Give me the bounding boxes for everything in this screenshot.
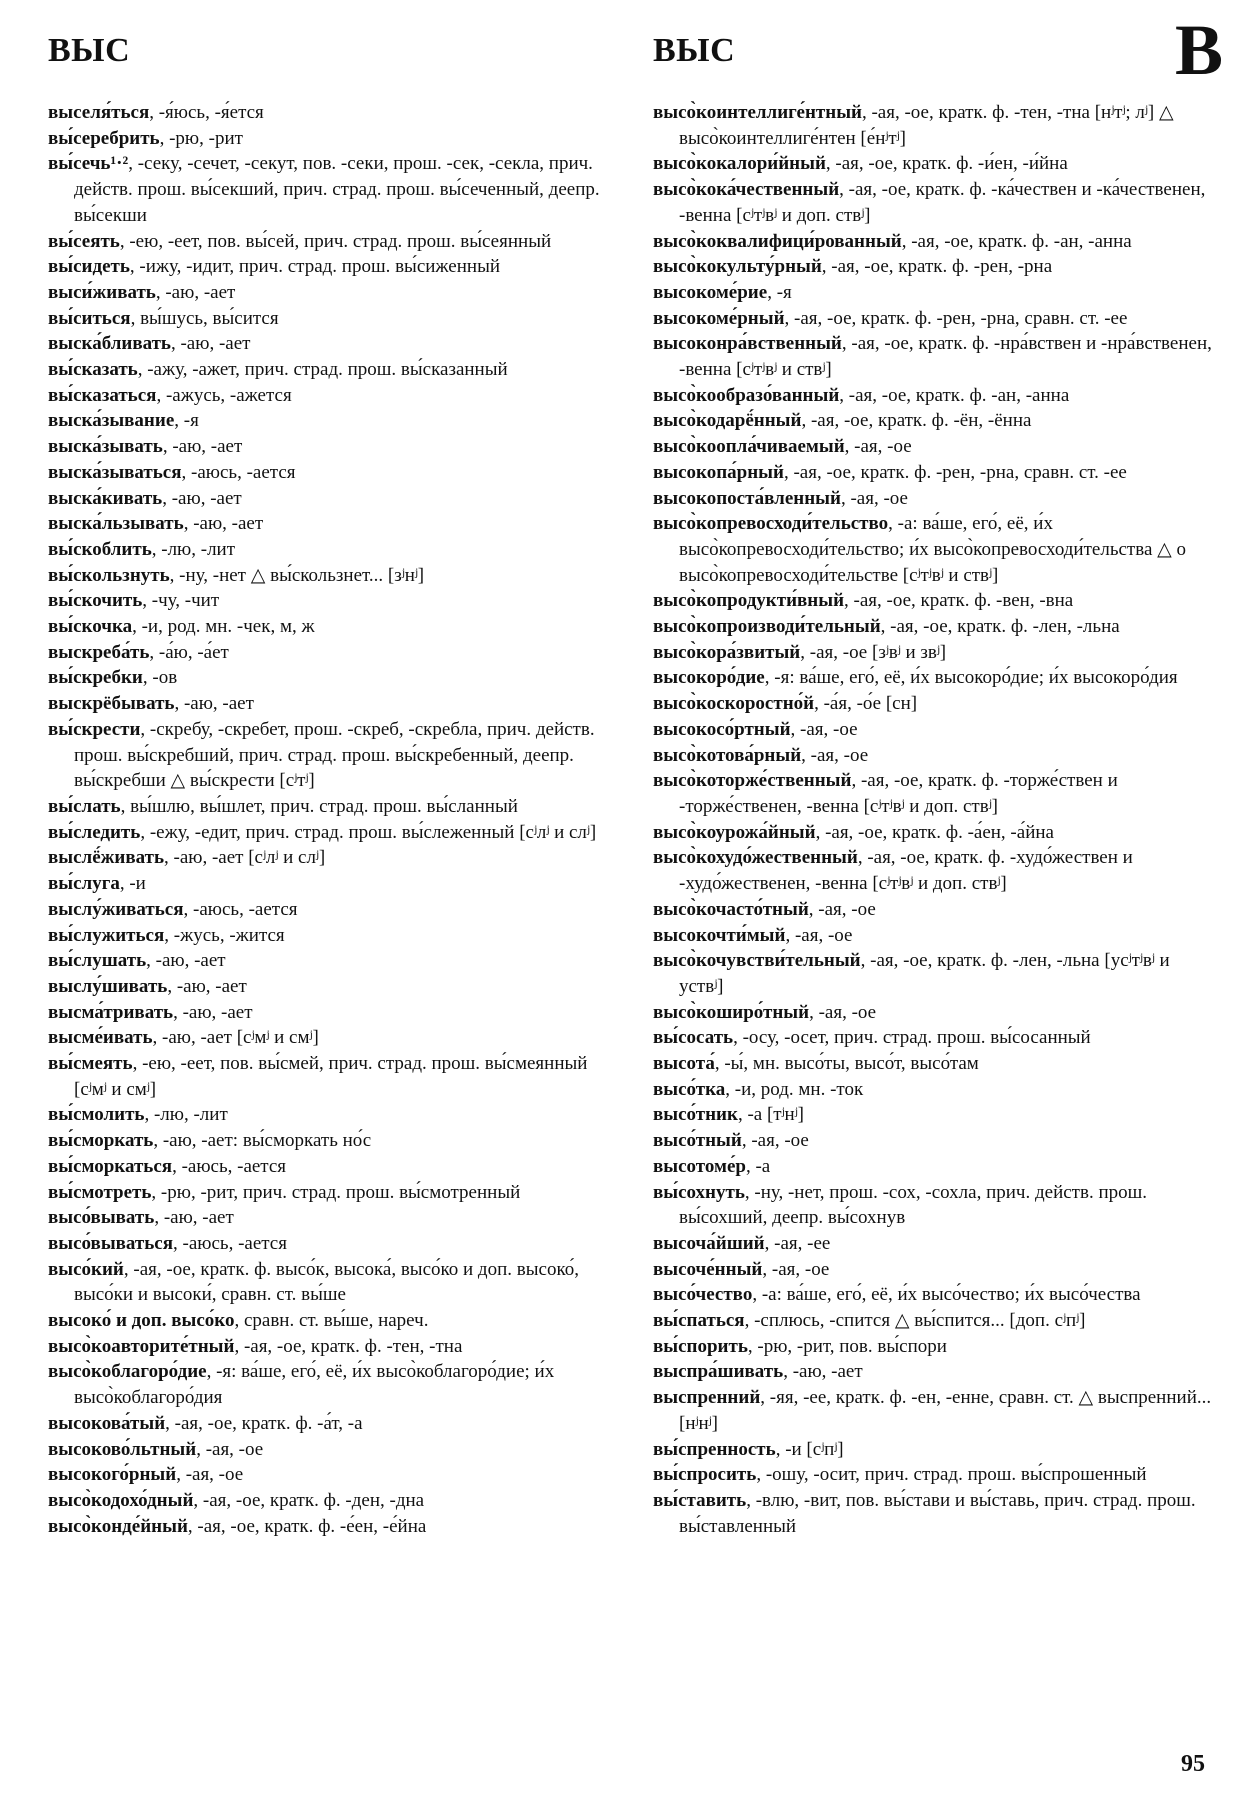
entry-body: , -влю, -вит, пов. вы́стави и вы́ставь, прич. страд. прош. вы́ставленный [679,1489,1196,1537]
entry-body: , -ая, -ое [762,1258,830,1280]
entry-headword: высотоме́р [653,1155,746,1177]
entry-body: , -аюсь, -ается [173,1232,287,1254]
entry-headword: высо́тник [653,1104,738,1126]
dictionary-entry [48,1180,608,1206]
dictionary-entry [653,306,1215,332]
entry-body: , -ая, -ое, кратк. ф. -ден, -дна [193,1489,425,1511]
entry-headword: вы́спросить [653,1464,757,1486]
entry-headword: вы́смолить [48,1104,145,1126]
dictionary-column-right [653,100,1215,1539]
entry-body: , -ая, -ое, кратк. ф. -рен, -рна, сравн. ст. -ее [784,307,1128,329]
entry-headword: выспра́шивать [653,1361,784,1383]
dictionary-entry [653,1462,1215,1488]
entry-headword: вы́спаться [653,1310,745,1332]
dictionary-entry [653,511,1215,588]
entry-headword: вы́скоблить [48,538,152,560]
entry-body: , -ая, -ое, кратк. ф. -нра́вствен и -нра́вственен, -венна [сʲтʲвʲ и ствʲ] [679,333,1212,381]
dictionary-entry [653,1051,1215,1077]
entry-body: , -и [119,873,146,895]
entry-headword: выслу́живаться [48,898,184,920]
entry-body: , -аю, -ает [173,1001,253,1023]
dictionary-entry [48,794,608,820]
entry-body: , -сплюсь, -спится △ вы́спится... [доп. сʲпʲ] [744,1310,1086,1332]
dictionary-entry [48,691,608,717]
entry-headword: выси́живать [48,281,156,303]
entry-body: , -аю, -ает [146,950,226,972]
dictionary-entry [48,1154,608,1180]
entry-body: , -аю, -ает [162,436,243,458]
entry-body: , -ая, -ое, кратк. ф. -лен, -льна [усʲтʲвʲ и уствʲ] [679,950,1170,997]
dictionary-entry [48,1411,608,1437]
dictionary-entry [48,588,608,614]
dictionary-entry [48,306,608,332]
entry-headword: высо̀кообразо́ванный [653,384,840,406]
entry-body: , -ая, -ое, кратк. ф. -рен, -рна [821,256,1053,278]
entry-body: , -ая, -ое [зʲвʲ и звʲ] [800,641,947,663]
entry-headword: выска́зывание [48,410,175,432]
section-letter: В [1174,10,1223,90]
entry-headword: высо́тный [653,1130,742,1152]
dictionary-entry [653,614,1215,640]
entry-headword: высо̀кокульту́рный [653,256,822,278]
entry-body: , -ая, -ое [790,718,858,740]
entry-headword: выска́зывать [48,436,163,458]
entry-headword: выскрёбывать [48,693,175,715]
entry-body: , -ая, -ое, кратк. ф. -ан, -анна [901,230,1132,252]
entry-headword: высо̀кочасто́тный [653,898,809,920]
dictionary-entry [48,126,608,152]
dictionary-entry [48,820,608,846]
entry-headword: высо̀кохудо́жественный [653,847,858,869]
entry-headword: высо̀коурожа́йный [653,821,816,843]
dictionary-entry [48,434,608,460]
entry-headword: выска́льзывать [48,513,184,535]
entry-headword: высо̀коширо́тный [653,1001,810,1023]
dictionary-column-left [48,100,608,1539]
dictionary-entry [653,717,1215,743]
entry-body: , -и, род. мн. -чек, м, ж [132,616,315,638]
entry-headword: высокосо́ртный [653,718,791,740]
dictionary-entry [48,408,608,434]
entry-headword: высме́ивать [48,1027,153,1049]
entry-body: , -ая, -ое [785,924,853,946]
dictionary-entry [653,460,1215,486]
dictionary-entry [653,588,1215,614]
dictionary-entry [48,229,608,255]
entry-body: , -ая, -ое [840,487,908,509]
dictionary-entry [48,1334,608,1360]
entry-headword: высоко́ и доп. высо́ко [48,1310,235,1332]
dictionary-entry [653,383,1215,409]
dictionary-entry [653,820,1215,846]
dictionary-entry [48,948,608,974]
entry-headword: вы́ставить [653,1489,747,1511]
entry-headword: вы́скочить [48,590,143,612]
entry-body: , -я́юсь, -я́ется [149,102,264,123]
entry-body: , -секу, -сечет, -секут, пов. -секи, прош. -сек, -секла, прич. действ. прош. вы́секший, прич. страд. прош. вы́сеченный, деепр. вы́секши [74,153,600,226]
entry-headword: выска́бливать [48,333,171,355]
dictionary-entry [653,1257,1215,1283]
entry-headword: вы́скребки [48,667,143,689]
entry-body: , -рю, -рит [159,127,243,149]
entry-headword: выслу́шивать [48,975,168,997]
entry-body: , -а: ва́ше, его́, её, и́х высо́чество; и́х высо́чества [752,1284,1141,1306]
entry-headword: высо̀кора́звитый [653,641,801,663]
entry-headword: высо̀которже́ственный [653,770,852,792]
dictionary-entry [653,1359,1215,1385]
entry-body: , -ая, -ое, кратк. ф. -лен, -льна [880,616,1120,638]
entry-headword: выска́зываться [48,461,182,483]
dictionary-entry [48,1205,608,1231]
entry-headword: высо́вывать [48,1207,155,1229]
dictionary-entry [48,563,608,589]
entry-body: , -ая, -ое [741,1130,809,1152]
dictionary-entry [48,1359,608,1410]
running-header-left: ВЫС [48,32,131,69]
entry-body: , -ая, -ое [809,1001,877,1023]
entry-headword: вы́смотреть [48,1181,152,1203]
dictionary-entry [653,1102,1215,1128]
dictionary-entry [653,640,1215,666]
entry-headword: вы́сказаться [48,384,157,406]
dictionary-entry [48,1051,608,1102]
entry-body: , -ая, -ое, кратк. ф. -а́т, -а [165,1412,363,1434]
entry-body: , -я [174,410,199,432]
dictionary-entry [48,1437,608,1463]
entry-headword: высоконра́вственный [653,333,842,355]
entry-headword: вы́спренность [653,1438,776,1460]
entry-headword: высота́ [653,1053,715,1075]
dictionary-entry [48,1231,608,1257]
dictionary-entry [653,768,1215,819]
entry-body: , -ежу, -едит, прич. страд. прош. вы́слеженный [сʲлʲ и слʲ] [140,821,597,843]
dictionary-entry [653,845,1215,896]
dictionary-entry [653,100,1215,151]
entry-headword: высокоме́рие [653,281,768,303]
entry-body: , -и, род. мн. -ток [725,1078,864,1100]
dictionary-entry [48,1308,608,1334]
dictionary-entry [48,280,608,306]
entry-headword: выска́кивать [48,487,163,509]
entry-body: , -жусь, -жится [164,924,285,946]
entry-body: , -чу, -чит [142,590,220,612]
dictionary-entry [653,1000,1215,1026]
dictionary-entry [48,383,608,409]
entry-body: , вы́шусь, вы́сится [130,307,279,329]
entry-body: , -аюсь, -ается [172,1155,287,1177]
entry-body: , -ая, -ое [844,436,912,458]
entry-headword: вы́сосать [653,1027,734,1049]
dictionary-entry [653,1308,1215,1334]
dictionary-entry [653,229,1215,255]
dictionary-entry [48,1514,608,1540]
entry-body: , -ая, -ое, кратк. ф. -ка́чествен и -ка́чественен, -венна [сʲтʲвʲ и доп. ствʲ] [679,179,1206,226]
dictionary-entry [653,280,1215,306]
dictionary-entry [653,408,1215,434]
entry-body: , -рю, -рит, прич. страд. прош. вы́смотренный [151,1181,521,1203]
entry-headword: вы́серебрить [48,127,160,149]
entry-headword: высоча́йший [653,1232,765,1254]
dictionary-entry [48,1025,608,1051]
entry-body: , -ая, -ое, кратк. ф. -худо́жествен и -худо́жественен, -венна [сʲтʲвʲ и доп. ствʲ] [679,847,1133,895]
entry-body: , -ну, -нет △ вы́скользнет... [зʲнʲ] [169,564,425,586]
entry-headword: высо̀коопла́чиваемый [653,436,845,458]
dictionary-entry [48,1257,608,1308]
dictionary-entry [48,331,608,357]
entry-headword: высо̀кока́чественный [653,179,840,201]
dictionary-entry [48,845,608,871]
dictionary-entry [48,897,608,923]
entry-headword: вы́сечь¹·² [48,153,129,175]
entry-body: , -ая, -ое [176,1464,244,1486]
entry-body: , -а́я, -о́е [сн] [814,693,918,715]
dictionary-entry [48,923,608,949]
entry-headword: высо̀копроизводи́тельный [653,616,881,638]
running-header-right: ВЫС [653,32,736,69]
entry-body: , -ая, -ое, кратк. ф. высо́к, высока́, высо́ко и доп. высоко́, высо́ки и высоки́, сравн. ст. вы́ше [74,1258,579,1306]
dictionary-entry [653,1077,1215,1103]
entry-headword: вы́следить [48,821,141,843]
entry-body: , -а: ва́ше, его́, её, и́х высо̀копревосходи́тельство; и́х высо̀копревосходи́тельства △ о высо̀копревосходи́тельстве [сʲтʲвʲ и ствʲ] [679,513,1186,586]
dictionary-entry [48,871,608,897]
entry-body: , -лю, -лит [144,1104,228,1126]
entry-body: , -ая, -ое, кратк. ф. -ан, -анна [839,384,1070,406]
entry-headword: высо̀коавторите́тный [48,1335,235,1357]
dictionary-entry [653,151,1215,177]
entry-headword: вы́скрести [48,718,141,740]
entry-body: , -я [767,281,792,303]
entry-body: , -аю, -ает [155,281,236,303]
entry-headword: высоково́льтный [48,1438,197,1460]
dictionary-entry [48,1102,608,1128]
entry-headword: высокого́рный [48,1464,177,1486]
entry-body: , -аю, -ает [167,975,247,997]
dictionary-entry [653,923,1215,949]
entry-headword: вы́скользнуть [48,564,170,586]
dictionary-entry [48,1128,608,1154]
entry-headword: высо́вываться [48,1232,174,1254]
dictionary-entry [48,151,608,228]
dictionary-entry [653,434,1215,460]
entry-body: , -ая, -ое, кратк. ф. -тен, -тна [нʲтʲ; лʲ] △ высо̀коинтеллиге́нтен [е́нʲтʲ] [679,102,1174,149]
dictionary-entry [48,254,608,280]
entry-body: , -аюсь, -ается [181,461,296,483]
dictionary-entry [653,486,1215,512]
entry-headword: высокопоста́вленный [653,487,841,509]
dictionary-entry [653,743,1215,769]
entry-headword: вы́ситься [48,307,131,329]
dictionary-entry [48,717,608,794]
entry-headword: высо̀коинтеллиге́нтный [653,102,862,123]
dictionary-entry [653,897,1215,923]
entry-headword: выспренний [653,1387,761,1409]
entry-body: , -аю, -ает [174,693,254,715]
dictionary-entry [653,1488,1215,1539]
entry-headword: высо́тка [653,1078,726,1100]
dictionary-entry [653,254,1215,280]
dictionary-entry [48,357,608,383]
entry-headword: высокочти́мый [653,924,786,946]
entry-headword: вы́сморкать [48,1130,154,1152]
dictionary-entry [653,331,1215,382]
dictionary-entry [48,537,608,563]
entry-headword: высма́тривать [48,1001,174,1023]
entry-body: , -аю, -ает [170,333,251,355]
entry-headword: вы́сказать [48,359,138,381]
dictionary-entry [48,640,608,666]
entry-body: , -а́ю, -а́ет [149,641,229,663]
dictionary-entry [48,486,608,512]
entry-body: , вы́шлю, вы́шлет, прич. страд. прош. вы́сланный [120,795,518,817]
entry-headword: высо̀коквалифици́рованный [653,230,902,252]
entry-body: , -ая, -ое, кратк. ф. -е́ен, -е́йна [187,1515,427,1537]
entry-headword: высо́чество [653,1284,753,1306]
dictionary-entry [653,665,1215,691]
entry-body: , -ая, -ее [764,1232,831,1254]
entry-body: , -ов [142,667,178,689]
entry-headword: высо̀кочувстви́тельный [653,950,861,972]
dictionary-entry [653,177,1215,228]
entry-body: , -ая, -ое, кратк. ф. -вен, -вна [844,590,1074,612]
entry-body: , -лю, -лит [151,538,236,560]
entry-headword: вы́слуга [48,873,120,895]
entry-body: , -а [745,1155,771,1177]
entry-headword: высо̀копродукти́вный [653,590,845,612]
entry-body: , -ая, -ое, кратк. ф. -и́ен, -и́йна [825,153,1068,175]
dictionary-entry [653,1437,1215,1463]
dictionary-entry [653,1231,1215,1257]
dictionary-entry [48,460,608,486]
entry-headword: высокоро́дие [653,667,765,689]
entry-headword: высокоме́рный [653,307,785,329]
entry-headword: выслё́живать [48,847,164,869]
page-number: 95 [1181,1751,1205,1777]
entry-headword: высо̀конде́йный [48,1515,188,1537]
dictionary-entry [653,1334,1215,1360]
entry-body: , -ая, -ое, кратк. ф. -тен, -тна [234,1335,463,1357]
dictionary-entry [653,948,1215,999]
entry-body: , -аюсь, -ается [183,898,298,920]
entry-body: , -скребу, -скребет, прош. -скреб, -скребла, прич. действ. прош. вы́скребший, прич. страд. прош. вы́скребенный, деепр. вы́скребши △ вы́скрести [сʲтʲ] [74,718,595,792]
entry-body: , -а [тʲнʲ] [737,1104,804,1126]
entry-body: , -и [сʲпʲ] [775,1438,844,1460]
entry-headword: высокова́тый [48,1412,166,1434]
dictionary-entry [653,1385,1215,1436]
dictionary-entry [653,1154,1215,1180]
entry-body: , -осу, -осет, прич. страд. прош. вы́сосанный [733,1027,1091,1049]
entry-headword: вы́слушать [48,950,147,972]
dictionary-entry [653,691,1215,717]
entry-body: , -ая, -ое, кратк. ф. -рен, -рна, сравн. ст. -ее [783,461,1127,483]
dictionary-entry [653,1180,1215,1231]
entry-body: , -ну, -нет, прош. -сох, -сохла, прич. действ. прош. вы́сохший, деепр. вы́сохнув [679,1181,1147,1229]
entry-headword: вы́сморкаться [48,1155,173,1177]
entry-body: , -ею, -еет, пов. вы́сей, прич. страд. прош. вы́сеянный [119,230,552,252]
dictionary-entry [48,974,608,1000]
dictionary-entry [653,1025,1215,1051]
dictionary-entry [48,511,608,537]
entry-body: , -ижу, -идит, прич. страд. прош. вы́сиженный [129,256,501,278]
entry-body: , -яя, -ее, кратк. ф. -ен, -енне, сравн. ст. △ выспренний... [нʲнʲ] [679,1387,1212,1434]
entry-headword: высо́кий [48,1258,124,1280]
entry-headword: высо̀котова́рный [653,744,802,766]
entry-headword: вы́сидеть [48,256,130,278]
entry-headword: высоче́нный [653,1258,763,1280]
entry-body: , -ажу, -ажет, прич. страд. прош. вы́сказанный [137,359,508,381]
entry-body: , -ы́, мн. высо́ты, высо́т, высо́там [714,1053,979,1075]
entry-body: , -ая, -ое [196,1438,264,1460]
entry-body: , -ая, -ое, кратк. ф. -а́ен, -а́йна [815,821,1054,843]
entry-body: , -аю, -ает [сʲлʲ и слʲ] [164,847,326,869]
dictionary-entry [48,1462,608,1488]
entry-body: , -аю, -ает [783,1361,863,1383]
entry-headword: вы́смеять [48,1053,133,1075]
entry-body: , -ажусь, -ажется [156,384,292,406]
dictionary-entry [653,1128,1215,1154]
entry-body: , -ошу, -осит, прич. страд. прош. вы́спрошенный [756,1464,1147,1486]
dictionary-entry [48,1000,608,1026]
entry-headword: высо̀коскоростно́й [653,693,815,715]
entry-body: , -ею, -еет, пов. вы́смей, прич. страд. прош. вы́смеянный [сʲмʲ и смʲ] [74,1053,588,1100]
entry-body: , -я: ва́ше, его́, её, и́х высо̀коблагоро́дие; и́х высо̀коблагоро́дия [74,1361,555,1409]
entry-headword: выскреба́ть [48,641,150,663]
entry-body: , -аю, -ает [183,513,264,535]
entry-headword: вы́скочка [48,616,133,638]
entry-headword: выселя́ться [48,102,150,123]
entry-body: , -ая, -ое, кратк. ф. -ён, -ённа [801,410,1032,432]
entry-headword: высо̀кодохо́дный [48,1489,194,1511]
entry-headword: вы́спорить [653,1335,748,1357]
entry-headword: высо̀кодарё́нный [653,410,802,432]
entry-headword: вы́служиться [48,924,165,946]
entry-headword: высо̀кокалори́йный [653,153,826,175]
dictionary-entry [48,665,608,691]
entry-headword: вы́сеять [48,230,120,252]
entry-headword: вы́сохнуть [653,1181,745,1203]
entry-headword: высо̀копревосходи́тельство [653,513,889,535]
entry-body: , -аю, -ает [сʲмʲ и смʲ] [152,1027,319,1049]
entry-headword: вы́слать [48,795,121,817]
dictionary-entry [48,100,608,126]
entry-body: , -ая, -ое [801,744,869,766]
entry-headword: высокопа́рный [653,461,784,483]
entry-body: , -ая, -ое [808,898,876,920]
entry-body: , -аю, -ает: вы́сморкать но́с [153,1130,372,1152]
entry-body: , -аю, -ает [162,487,242,509]
entry-body: , -рю, -рит, пов. вы́спори [747,1335,947,1357]
entry-headword: высо̀коблагоро́дие [48,1361,207,1383]
entry-body: , -ая, -ое, кратк. ф. -торже́ствен и -торже́ственен, -венна [сʲтʲвʲ и доп. ствʲ] [679,770,1118,817]
entry-body: , -аю, -ает [154,1207,234,1229]
dictionary-entry [48,614,608,640]
dictionary-entry [48,1488,608,1514]
entry-body: , сравн. ст. вы́ше, нареч. [234,1310,429,1332]
entry-body: , -я: ва́ше, его́, её, и́х высокоро́дие; и́х высокоро́дия [764,667,1178,689]
dictionary-entry [653,1282,1215,1308]
